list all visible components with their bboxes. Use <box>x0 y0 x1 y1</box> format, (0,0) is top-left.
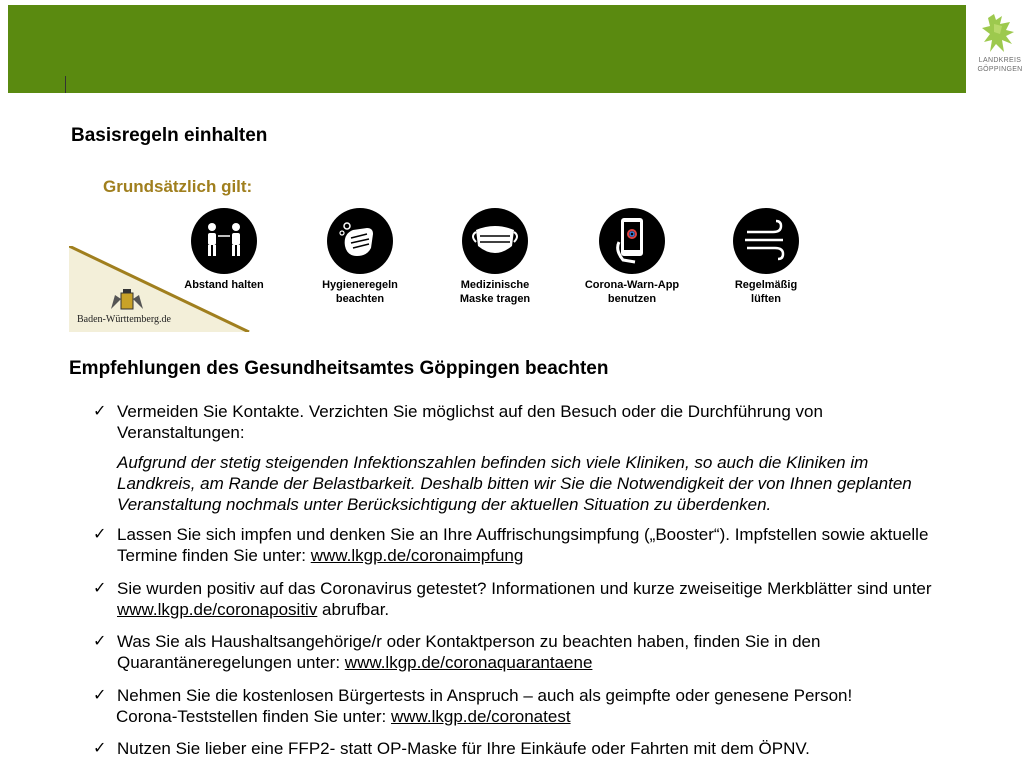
link-coronaimpfung[interactable]: www.lkgp.de/coronaimpfung <box>310 546 524 565</box>
check-icon: ✓ <box>93 687 107 704</box>
check-icon: ✓ <box>93 403 107 420</box>
list-item-quarantaene <box>117 631 1017 673</box>
rule-hygiene <box>295 208 425 306</box>
item-text: abrufbar. <box>317 600 390 619</box>
bw-crest-icon <box>107 289 147 313</box>
item-text: Sie wurden positiv auf das Coronavirus getestet? Informationen und kurze zweiseitige Merkblätter sind unter <box>117 579 932 598</box>
bw-source-label: Baden-Württemberg.de <box>77 314 171 325</box>
check-icon: ✓ <box>93 526 107 543</box>
item-text: Nehmen Sie die kostenlosen Bürgertests in Anspruch – auch als geimpfte oder genesene Person! <box>117 686 853 705</box>
rules-banner <box>69 172 814 332</box>
link-coronapositiv[interactable]: www.lkgp.de/coronapositiv <box>117 600 318 619</box>
list-item-kontakte <box>117 401 1017 515</box>
item-text: Quarantäneregelungen unter: <box>117 653 345 672</box>
item-text: Nutzen Sie lieber eine FFP2- statt OP-Maske für Ihre Einkäufe oder Fahrten mit dem ÖPNV. <box>117 739 810 758</box>
item-text: Corona-Teststellen finden Sie unter: <box>116 707 391 726</box>
logo-line2: GÖPPINGEN <box>977 66 1023 73</box>
text-cursor <box>65 76 66 93</box>
item-text: Termine finden Sie unter: <box>117 546 311 565</box>
rule-label-abstand: Abstand halten <box>184 279 264 291</box>
rule-label-hygiene: Hygieneregeln beachten <box>322 279 398 305</box>
item-italic-text: Landkreis, am Rande der Belastbarkeit. Deshalb bitten wir Sie die Notwendigkeit der von Ihnen geplanten <box>117 474 912 493</box>
check-icon: ✓ <box>93 633 107 650</box>
item-italic-text: Aufgrund der stetig steigenden Infektionszahlen befinden sich viele Kliniken, so auch die Kliniken im <box>117 453 869 472</box>
phone-app-icon <box>599 208 665 274</box>
link-coronatest[interactable]: www.lkgp.de/coronatest <box>391 707 571 726</box>
rule-app <box>567 208 697 306</box>
header-bar <box>8 5 966 93</box>
distance-icon <box>191 208 257 274</box>
banner-title: Grundsätzlich gilt: <box>103 177 253 196</box>
rule-label-app: Corona-Warn-App benutzen <box>584 279 680 305</box>
logo-line1: LANDKREIS <box>978 57 1022 64</box>
check-icon: ✓ <box>93 580 107 597</box>
landkreis-logo <box>973 12 1027 82</box>
mask-icon <box>462 208 528 274</box>
rule-abstand <box>159 208 289 292</box>
item-text: Was Sie als Haushaltsangehörige/r oder Kontaktperson zu beachten haben, finden Sie in den <box>117 632 821 651</box>
rule-lueften <box>701 208 831 306</box>
item-text: Lassen Sie sich impfen und denken Sie an Ihre Auffrischungsimpfung („Booster“). Impfstellen sowie aktuelle <box>117 525 929 544</box>
list-item-buergertests <box>117 685 1017 727</box>
link-coronaquarantaene[interactable]: www.lkgp.de/coronaquarantaene <box>344 653 593 672</box>
section-heading-basisregeln: Basisregeln einhalten <box>71 125 268 146</box>
item-italic-text: Veranstaltung nochmals unter Berücksichtigung der aktuellen Situation zu überdenken. <box>117 495 772 514</box>
section-heading-empfehlungen: Empfehlungen des Gesundheitsamtes Göppingen beachten <box>69 358 609 379</box>
item-text: Vermeiden Sie Kontakte. Verzichten Sie möglichst auf den Besuch oder die Durchführung von <box>117 402 823 421</box>
list-item-impfen <box>117 524 1017 566</box>
list-item-positiv <box>117 578 1017 620</box>
list-item-ffp2 <box>117 738 1017 759</box>
rule-maske <box>430 208 560 306</box>
wind-icon <box>733 208 799 274</box>
rule-label-lueften: Regelmäßig lüften <box>734 279 798 305</box>
lion-icon <box>980 12 1020 56</box>
item-text: Veranstaltungen: <box>117 423 245 442</box>
handwash-icon <box>327 208 393 274</box>
rule-label-maske: Medizinische Maske tragen <box>459 279 531 305</box>
check-icon: ✓ <box>93 740 107 757</box>
